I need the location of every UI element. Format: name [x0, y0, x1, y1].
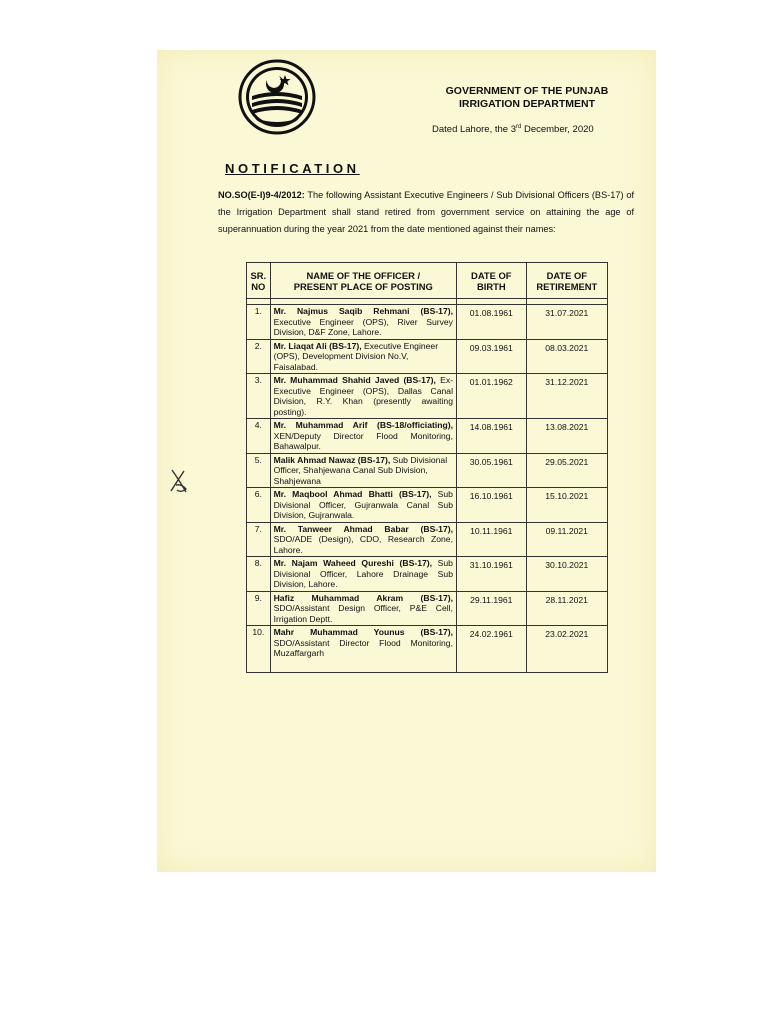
table-row [247, 522, 608, 557]
retirement-cell: 31.12.2021 [526, 374, 607, 419]
table-row [247, 419, 608, 454]
retirement-table [246, 262, 608, 673]
officer-cell: Mr. Najam Waheed Qureshi (BS-17), Sub Divisional Officer, Lahore Drainage Sub Division, Lahore. [270, 557, 456, 592]
officer-cell: Mr. Tanweer Ahmad Babar (BS-17), SDO/ADE (Design), CDO, Research Zone, Lahore. [270, 522, 456, 557]
sr-cell: 5. [247, 453, 271, 488]
department-heading: IRRIGATION DEPARTMENT [458, 98, 596, 110]
notification-title: NOTIFICATION [225, 161, 360, 176]
dob-cell: 10.11.1961 [456, 522, 526, 557]
officer-cell: Mr. Liaqat Ali (BS-17), Executive Engineer (OPS), Development Division No.V, Faisalabad. [270, 339, 456, 374]
officer-cell: Mr. Najmus Saqib Rehmani (BS-17), Executive Engineer (OPS), River Survey Division, D&F Zone, Lahore. [270, 305, 456, 340]
col-header-retirement: DATE OF RETIREMENT [526, 263, 607, 299]
officer-cell: Mr. Muhammad Shahid Javed (BS-17), Ex-Executive Engineer (OPS), Dallas Canal Division, R.Y. Khan (presently awaiting posting). [270, 374, 456, 419]
dob-cell: 16.10.1961 [456, 488, 526, 523]
dob-cell: 01.08.1961 [456, 305, 526, 340]
table-header-row [247, 263, 608, 299]
sr-cell: 8. [247, 557, 271, 592]
col-header-sr-no: SR. NO [247, 263, 271, 299]
retirement-cell: 13.08.2021 [526, 419, 607, 454]
punjab-government-emblem [237, 58, 317, 136]
officer-cell: Mr. Muhammad Arif (BS-18/officiating), XEN/Deputy Director Flood Monitoring, Bahawalpur. [270, 419, 456, 454]
dob-cell: 01.01.1962 [456, 374, 526, 419]
retirement-cell: 31.07.2021 [526, 305, 607, 340]
retirement-cell: 29.05.2021 [526, 453, 607, 488]
retirement-cell: 08.03.2021 [526, 339, 607, 374]
officer-cell: Malik Ahmad Nawaz (BS-17), Sub Divisional Officer, Shahjewana Canal Sub Division, Shahjewana [270, 453, 456, 488]
officer-cell: Mahr Muhammad Younus (BS-17), SDO/Assistant Director Flood Monitoring, Muzaffargarh [270, 626, 456, 673]
sr-cell: 2. [247, 339, 271, 374]
table-row [247, 374, 608, 419]
dated-line: Dated Lahore, the 3rd December, 2020 [432, 124, 594, 136]
retirement-cell: 23.02.2021 [526, 626, 607, 673]
table-row [247, 626, 608, 673]
table-row [247, 557, 608, 592]
reference-number: NO.SO(E-I)9-4/2012: [218, 190, 305, 200]
dob-cell: 29.11.1961 [456, 591, 526, 626]
officer-cell: Hafiz Muhammad Akram (BS-17), SDO/Assistant Design Officer, P&E Cell, Irrigation Deptt. [270, 591, 456, 626]
dob-cell: 30.05.1961 [456, 453, 526, 488]
retirement-cell: 09.11.2021 [526, 522, 607, 557]
government-heading: GOVERNMENT OF THE PUNJAB [445, 85, 609, 97]
retirement-cell: 30.10.2021 [526, 557, 607, 592]
dob-cell: 09.03.1961 [456, 339, 526, 374]
sr-cell: 1. [247, 305, 271, 340]
table-row [247, 488, 608, 523]
dob-cell: 24.02.1961 [456, 626, 526, 673]
dob-cell: 31.10.1961 [456, 557, 526, 592]
table-row [247, 339, 608, 374]
notification-body: NO.SO(E-I)9-4/2012: The following Assistant Executive Engineers / Sub Divisional Officers (BS-17) of the Irrigation Department shall stand retired from government service on attaining the age of superannuation during the year 2021 from the date mentioned against their names: [218, 190, 634, 234]
sr-cell: 4. [247, 419, 271, 454]
sr-cell: 9. [247, 591, 271, 626]
table-row [247, 453, 608, 488]
table-row [247, 305, 608, 340]
sr-cell: 7. [247, 522, 271, 557]
sr-cell: 3. [247, 374, 271, 419]
handwritten-initial-mark [167, 467, 191, 497]
col-header-dob: DATE OF BIRTH [456, 263, 526, 299]
retirement-cell: 15.10.2021 [526, 488, 607, 523]
col-header-name: NAME OF THE OFFICER / PRESENT PLACE OF POSTING [270, 263, 456, 299]
officer-cell: Mr. Maqbool Ahmad Bhatti (BS-17), Sub Divisional Officer, Gujranwala Canal Sub Division, Gujranwala. [270, 488, 456, 523]
sr-cell: 10. [247, 626, 271, 673]
sr-cell: 6. [247, 488, 271, 523]
dob-cell: 14.08.1961 [456, 419, 526, 454]
retirement-cell: 28.11.2021 [526, 591, 607, 626]
table-row [247, 591, 608, 626]
